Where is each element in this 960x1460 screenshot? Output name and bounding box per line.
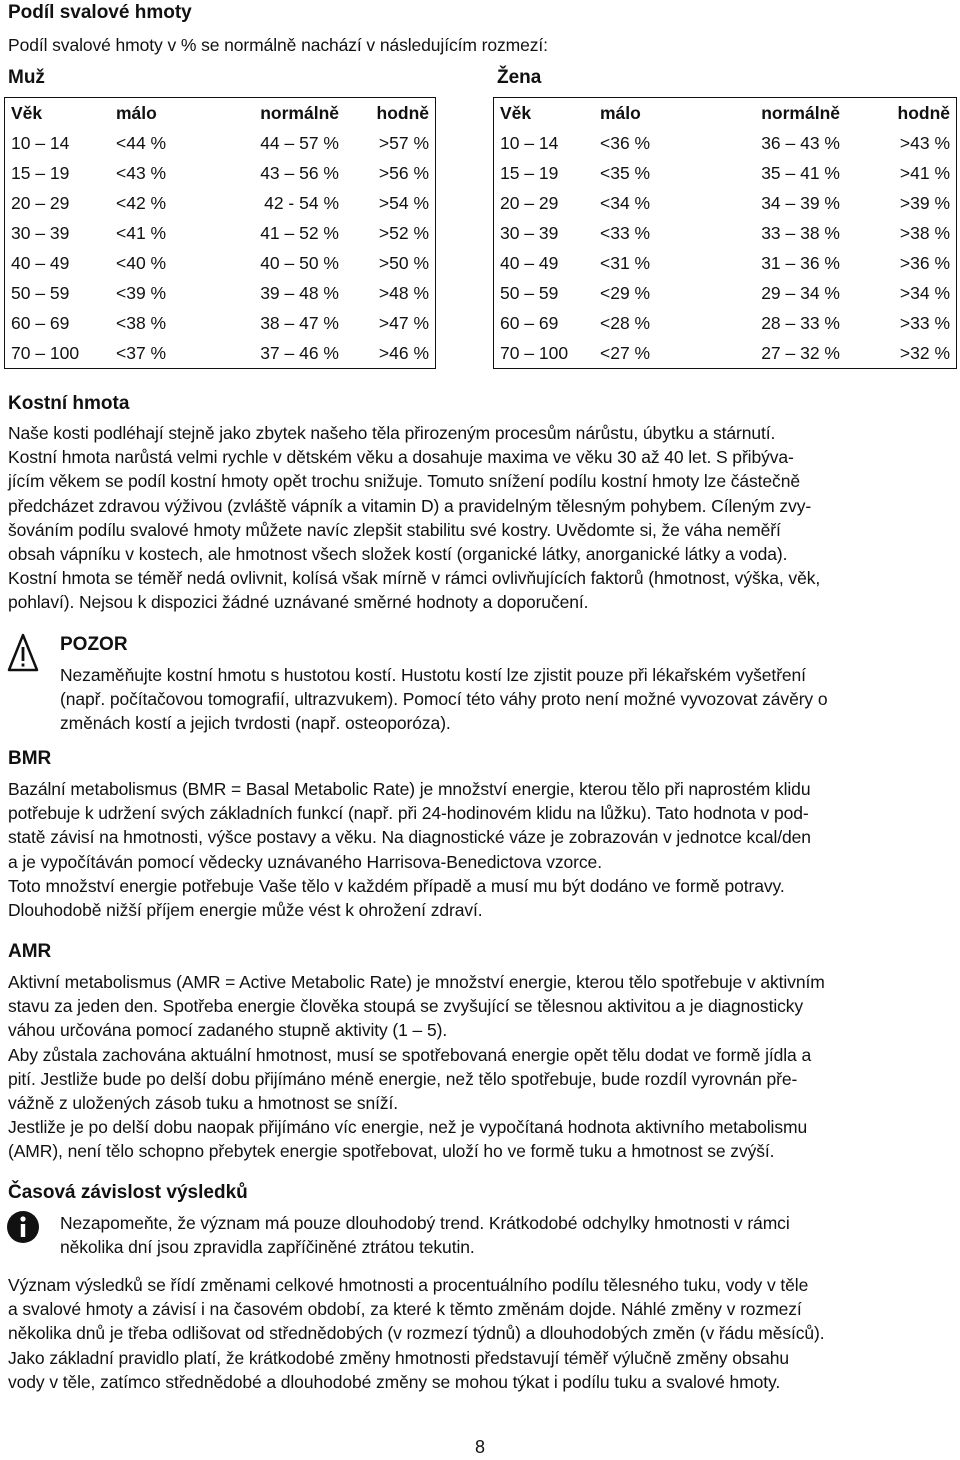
text-line: Toto množství energie potřebuje Vaše tělo v každém případě a musí mu být dodáno ve formě potravy. <box>8 875 785 896</box>
table-row <box>494 218 956 248</box>
table-row <box>494 248 956 278</box>
table-cell: <27 % <box>600 342 651 363</box>
column-header: hodně <box>376 102 429 123</box>
column-header: Věk <box>500 102 532 123</box>
table-row <box>494 188 956 218</box>
column-header: málo <box>116 102 157 123</box>
table-cell: <35 % <box>600 162 651 183</box>
table-cell: 36 – 43 % <box>761 132 840 153</box>
text-line: Kostní hmota se téměř nedá ovlivnit, kolísá však mírně v rámci ovlivňujících faktorů (hmotnost, výška, věk, <box>8 568 821 589</box>
text-line: Aby zůstala zachována aktuální hmotnost, musí se spotřebovaná energie opět tělu dodat ve formě jídla a <box>8 1044 812 1065</box>
text-line: pití. Jestliže bude po delší dobu přijímáno méně energie, než tělo spotřebuje, bude rozdíl vyrovnán pře- <box>8 1068 798 1089</box>
text-line: statě závisí na hmotnosti, výšce postavy a věku. Na diagnostické váze je zobrazován v jednotce kcal/den <box>8 827 811 848</box>
table-cell: 37 – 46 % <box>260 342 339 363</box>
female-table-header <box>494 98 956 128</box>
table-cell: <33 % <box>600 222 651 243</box>
amr-title: AMR <box>8 941 52 962</box>
table-cell: <40 % <box>116 252 167 273</box>
table-cell: >41 % <box>899 162 950 183</box>
table-cell: 40 – 49 <box>500 252 559 273</box>
warning-triangle-icon <box>6 632 40 674</box>
table-cell: 20 – 29 <box>11 192 70 213</box>
table-row <box>5 248 435 278</box>
table-cell: <31 % <box>600 252 651 273</box>
bone-title: Kostní hmota <box>8 393 130 414</box>
table-cell: <39 % <box>116 282 167 303</box>
table-cell: 27 – 32 % <box>761 342 840 363</box>
text-line: Aktivní metabolismus (AMR = Active Metabolic Rate) je množství energie, kterou tělo spotřebuje v aktivním <box>8 972 825 992</box>
table-cell: >36 % <box>899 252 950 273</box>
column-header: Věk <box>11 102 43 123</box>
table-cell: 31 – 36 % <box>761 252 840 273</box>
table-cell: 60 – 69 <box>11 312 70 333</box>
male-table-header <box>5 98 435 128</box>
table-cell: >57 % <box>378 132 429 153</box>
text-line: Význam výsledků se řídí změnami celkové hmotnosti a procentuálního podílu tělesného tuku, vody v těle <box>8 1275 809 1295</box>
table-cell: <41 % <box>116 222 167 243</box>
muscle-intro: Podíl svalové hmoty v % se normálně nachází v následujícím rozmezí: <box>8 35 548 55</box>
table-cell: 38 – 47 % <box>260 312 339 333</box>
table-row <box>5 218 435 248</box>
text-line: (AMR), není tělo schopno přebytek energie spotřebovat, uloží ho ve formě tuku a hmotnost se zvýší. <box>8 1141 775 1162</box>
table-cell: <38 % <box>116 312 167 333</box>
bmr-title: BMR <box>8 748 52 769</box>
text-line: Jako základní pravidlo platí, že krátkodobé změny hmotnosti představují téměř výlučně změny obsahu <box>8 1347 790 1368</box>
text-line: vody v těle, zatímco střednědobé a dlouhodobé změny se mohou týkat i podílu tuku a svalové hmoty. <box>8 1371 781 1392</box>
text-line: Nezaměňujte kostní hmotu s hustotou kostí. Hustotu kostí lze zjistit pouze při lékařském vyšetření <box>60 665 806 685</box>
text-line: stavu za jeden den. Spotřeba energie člověka stoupá se zvyšující se tělesnou aktivitou a je diagnosticky <box>8 996 804 1017</box>
table-cell: 34 – 39 % <box>761 192 840 213</box>
table-cell: 60 – 69 <box>500 312 559 333</box>
text-line: Naše kosti podléhají stejně jako zbytek našeho těla přirozeným procesům nárůstu, úbytku a stárnutí. <box>8 423 776 443</box>
table-cell: >43 % <box>899 132 950 153</box>
table-cell: 43 – 56 % <box>260 162 339 183</box>
table-cell: >39 % <box>899 192 950 213</box>
table-cell: 42 - 54 % <box>264 192 339 213</box>
table-cell: 44 – 57 % <box>260 132 339 153</box>
table-cell: >47 % <box>378 312 429 333</box>
table-cell: >52 % <box>378 222 429 243</box>
table-cell: <29 % <box>600 282 651 303</box>
text-line: vážně z uložených zásob tuku a hmotnost se sníží. <box>8 1093 399 1114</box>
male-label: Muž <box>8 67 45 88</box>
table-row <box>5 338 435 368</box>
table-cell: 10 – 14 <box>500 132 559 153</box>
text-line: Jestliže je po delší dobu naopak přijímáno víc energie, než je vypočítaná hodnota aktivního metabolismu <box>8 1117 808 1138</box>
female-table <box>494 98 956 368</box>
table-cell: <44 % <box>116 132 167 153</box>
page-number: 8 <box>474 1437 485 1457</box>
text-line: a svalové hmoty a závisí i na časovém období, za které k těmto změnám dojde. Náhlé změny v rozmezí <box>8 1299 802 1320</box>
table-cell: >46 % <box>378 342 429 363</box>
table-cell: 50 – 59 <box>11 282 70 303</box>
text-line: Kostní hmota narůstá velmi rychle v dětském věku a dosahuje maxima ve věku 30 až 40 let. S přibýva- <box>8 447 794 468</box>
table-cell: >54 % <box>378 192 429 213</box>
text-line: Dlouhodobě nižší příjem energie může vést k ohrožení zdraví. <box>8 900 483 921</box>
table-cell: 20 – 29 <box>500 192 559 213</box>
bone-text <box>8 421 956 615</box>
table-cell: 15 – 19 <box>11 162 70 183</box>
table-cell: <37 % <box>116 342 167 363</box>
table-cell: <28 % <box>600 312 651 333</box>
table-cell: >48 % <box>378 282 429 303</box>
table-row <box>494 158 956 188</box>
table-row <box>494 278 956 308</box>
female-table-frame <box>493 97 957 369</box>
table-cell: >38 % <box>899 222 950 243</box>
table-cell: <42 % <box>116 192 167 213</box>
table-cell: 29 – 34 % <box>761 282 840 303</box>
text-line: šováním podílu svalové hmoty můžete navíc zlepšit stabilitu své kostry. Uvědomte si, že váha neměří <box>8 519 781 540</box>
text-line: jícím věkem se podíl kostní hmoty opět trochu snižuje. Tomuto snížení podílu kostní hmoty lze částečně <box>8 471 800 492</box>
table-cell: 41 – 52 % <box>260 222 339 243</box>
column-header: málo <box>600 102 641 123</box>
time-text <box>8 1273 956 1394</box>
text-line: Bazální metabolismus (BMR = Basal Metabolic Rate) je množství energie, kterou tělo při naprostém klidu <box>8 779 811 799</box>
table-row <box>5 188 435 218</box>
table-cell: >32 % <box>899 342 950 363</box>
female-label: Žena <box>497 67 542 88</box>
table-row <box>494 128 956 158</box>
table-cell: 10 – 14 <box>11 132 70 153</box>
table-cell: 39 – 48 % <box>260 282 339 303</box>
text-line: váhou určována pomocí zadaného stupně aktivity (1 – 5). <box>8 1020 448 1041</box>
text-line: několika dnů je třeba odlišovat od střednědobých (v rozmezí týdnů) a dlouhodobých změn (v řádu měsíců). <box>8 1323 825 1344</box>
table-cell: 28 – 33 % <box>761 312 840 333</box>
table-cell: >56 % <box>378 162 429 183</box>
text-line: pohlaví). Nejsou k dispozici žádné uznávané směrné hodnoty a doporučení. <box>8 592 589 613</box>
table-cell: 70 – 100 <box>11 342 80 363</box>
time-title: Časová závislost výsledků <box>8 1182 248 1203</box>
table-cell: 33 – 38 % <box>761 222 840 243</box>
table-cell: >50 % <box>378 252 429 273</box>
male-table-frame <box>4 97 436 369</box>
text-line: změnách kostí a jejich tvrdosti (např. osteoporóza). <box>60 713 451 734</box>
text-line: obsah vápníku v kostech, ale hmotnost všech složek kostí (organické látky, anorganické látky a voda). <box>8 544 788 565</box>
table-row <box>5 278 435 308</box>
column-header: hodně <box>897 102 950 123</box>
table-cell: 70 – 100 <box>500 342 569 363</box>
table-cell: 40 – 50 % <box>260 252 339 273</box>
text-line: potřebuje k udržení svých základních funkcí (např. při 24-hodinovém klidu na lůžku). Tato hodnota v pod- <box>8 803 809 824</box>
text-line: a je vypočítáván pomocí vědecky uznávaného Harrisova-Benedictova vzorce. <box>8 851 602 872</box>
text-line: Nezapomeňte, že význam má pouze dlouhodobý trend. Krátkodobé odchylky hmotnosti v rámci <box>60 1213 790 1233</box>
table-cell: >33 % <box>899 312 950 333</box>
muscle-title: Podíl svalové hmoty <box>8 2 192 23</box>
text-line: několika dní jsou zpravidla zapříčiněné ztrátou tekutin. <box>60 1237 475 1258</box>
table-cell: <34 % <box>600 192 651 213</box>
info-icon <box>6 1210 40 1244</box>
warning-text <box>60 663 955 736</box>
column-header: normálně <box>260 102 339 123</box>
text-line: předcházet zdravou výživou (zvláště vápník a vitamin D) a pravidelným tělesným pohybem. Cíleným zvy- <box>8 495 812 516</box>
male-table <box>5 98 435 368</box>
time-note <box>60 1211 955 1259</box>
table-cell: <36 % <box>600 132 651 153</box>
table-cell: >34 % <box>899 282 950 303</box>
amr-text <box>8 970 956 1164</box>
table-row <box>494 338 956 368</box>
table-row <box>494 308 956 338</box>
table-cell: 30 – 39 <box>11 222 70 243</box>
table-cell: 15 – 19 <box>500 162 559 183</box>
table-cell: 30 – 39 <box>500 222 559 243</box>
table-cell: 50 – 59 <box>500 282 559 303</box>
table-cell: 40 – 49 <box>11 252 70 273</box>
warning-title: POZOR <box>60 634 128 655</box>
text-line: (např. počítačovou tomografií, ultrazvukem). Pomocí této váhy proto není možné vyvozovat závěry o <box>60 689 828 710</box>
table-cell: <43 % <box>116 162 167 183</box>
bmr-text <box>8 777 956 922</box>
table-row <box>5 308 435 338</box>
table-row <box>5 128 435 158</box>
table-row <box>5 158 435 188</box>
column-header: normálně <box>761 102 840 123</box>
table-cell: 35 – 41 % <box>761 162 840 183</box>
